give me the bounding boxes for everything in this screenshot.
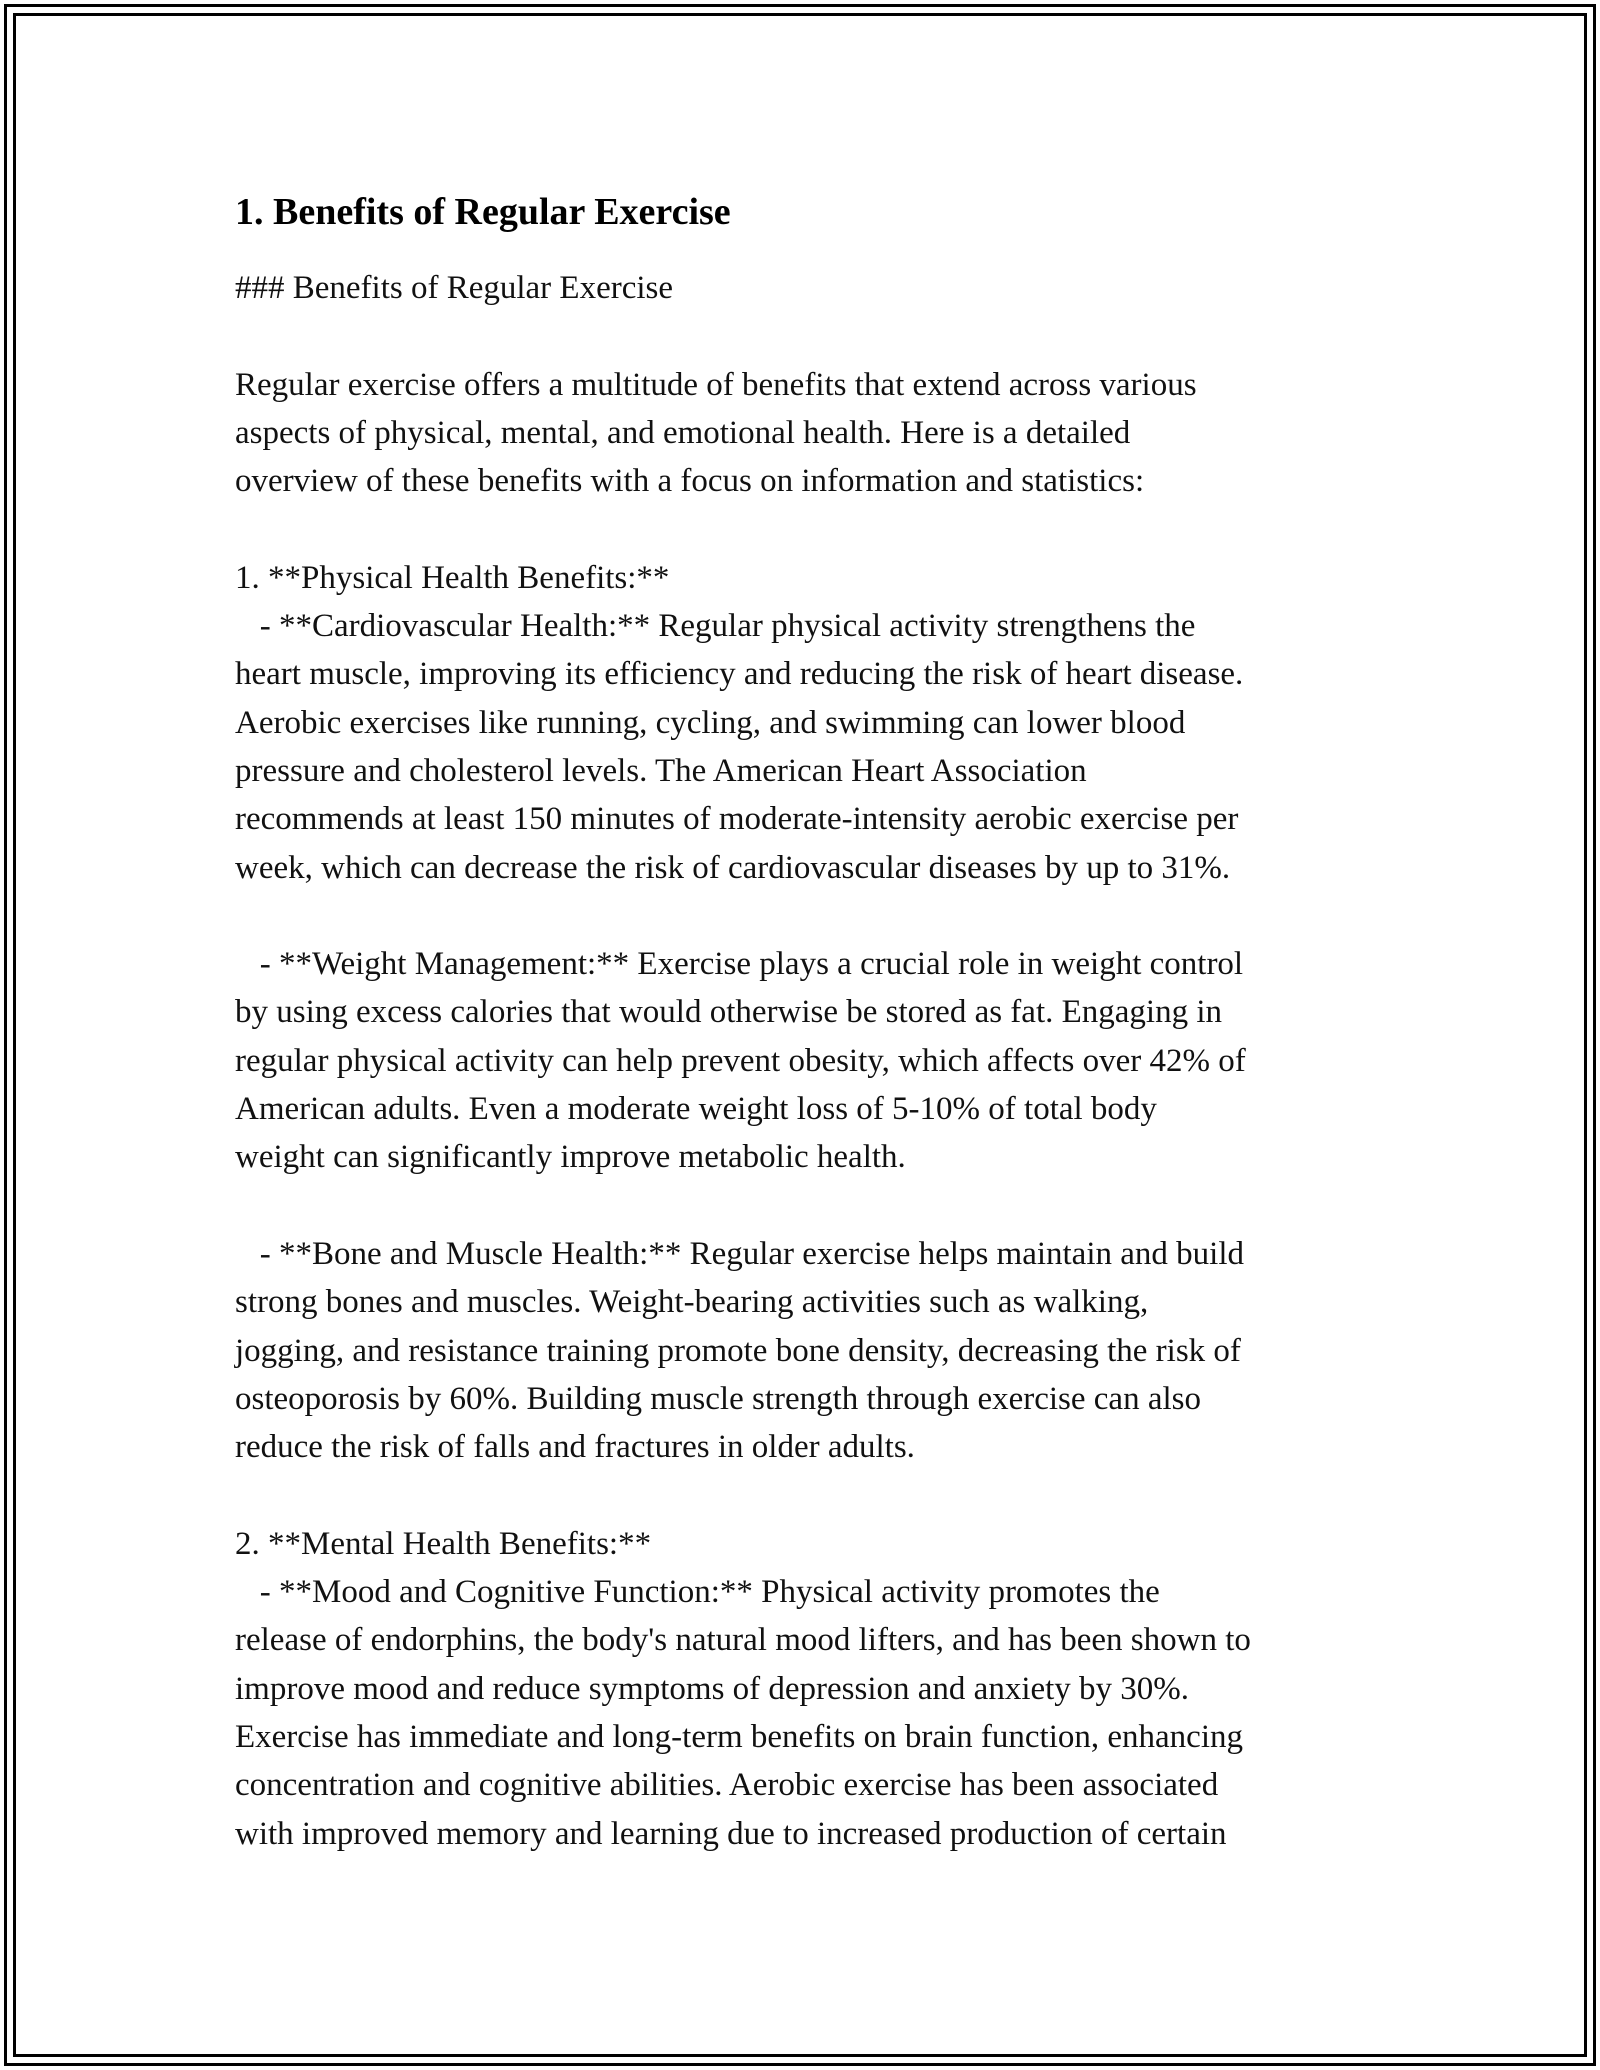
document-content — [235, 186, 1375, 1858]
document-body-text: ### Benefits of Regular Exercise Regular exercise offers a multitude of benefits that extend across various aspects of physical, mental, and emotional health. Here is a detailed overview of these benefits with a focus on information and statistics: 1. **Physical Health Benefits:** - **Cardiovascular Health:** Regular physical activity strengthens the heart muscle, improving its efficiency and reducing the risk of heart disease. Aerobic exercises like running, cycling, and swimming can lower blood pressure and cholesterol levels. The American Heart Association recommends at least 150 minutes of moderate-intensity aerobic exercise per week, which can decrease the risk of cardiovascular diseases by up to 31%. - **Weight Management:** Exercise plays a crucial role in weight control by using excess calories that would otherwise be stored as fat. Engaging in regular physical activity can help prevent obesity, which affects over 42% of American adults. Even a moderate weight loss of 5-10% of total body weight can significantly improve metabolic health. - **Bone and Muscle Health:** Regular exercise helps maintain and build strong bones and muscles. Weight-bearing activities such as walking, jogging, and resistance training promote bone density, decreasing the risk of osteoporosis by 60%. Building muscle strength through exercise can also reduce the risk of falls and fractures in older adults. 2. **Mental Health Benefits:** - **Mood and Cognitive Function:** Physical activity promotes the release of endorphins, the body's natural mood lifters, and has been shown to improve mood and reduce symptoms of depression and anxiety by 30%. Exercise has immediate and long-term benefits on brain function, enhancing concentration and cognitive abilities. Aerobic exercise has been associated with improved memory and learning due to increased production of certain — [235, 270, 1251, 1852]
document-title: 1. Benefits of Regular Exercise — [235, 191, 731, 233]
